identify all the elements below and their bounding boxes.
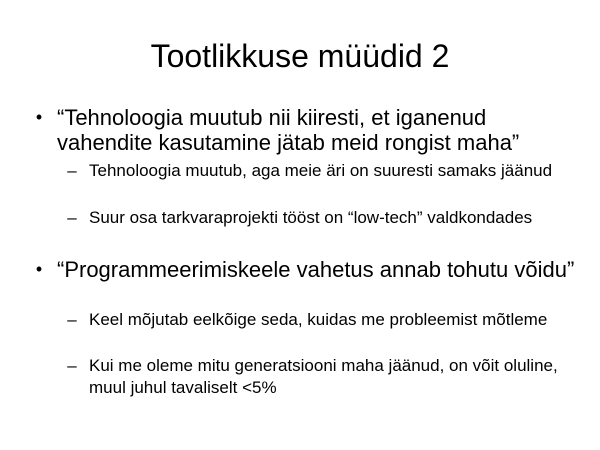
bullet-2-sub-2-text: Kui me oleme mitu generatsiooni maha jäänud, on võit oluline, muul juhul tavaliselt <5% bbox=[89, 356, 558, 397]
bullet-2-sub-1-text: Keel mõjutab eelkõige seda, kuidas me probleemist mõtleme bbox=[89, 310, 548, 329]
sub-bullet-marker: – bbox=[67, 310, 77, 329]
sub-bullet-marker: – bbox=[67, 161, 77, 180]
bullet-1-text: “Tehnoloogia muutub nii kiiresti, et iganenud vahendite kasutamine jätab meid rongist maha” bbox=[57, 105, 520, 155]
bullet-2-text: “Programmeerimiskeele vahetus annab tohutu võidu” bbox=[57, 257, 575, 282]
sub-bullet-marker: – bbox=[67, 208, 77, 227]
bullet-1-sub-1-text: Tehnoloogia muutub, aga meie äri on suuresti samaks jäänud bbox=[89, 161, 553, 180]
bullet-marker: • bbox=[35, 107, 43, 127]
sub-bullet-marker: – bbox=[67, 356, 77, 375]
bullet-marker: • bbox=[35, 259, 43, 279]
slide-title: Tootlikkuse müüdid 2 bbox=[150, 38, 450, 74]
bullet-1-sub-2-text: Suur osa tarkvaraprojekti tööst on “low-tech” valdkondades bbox=[89, 208, 533, 227]
